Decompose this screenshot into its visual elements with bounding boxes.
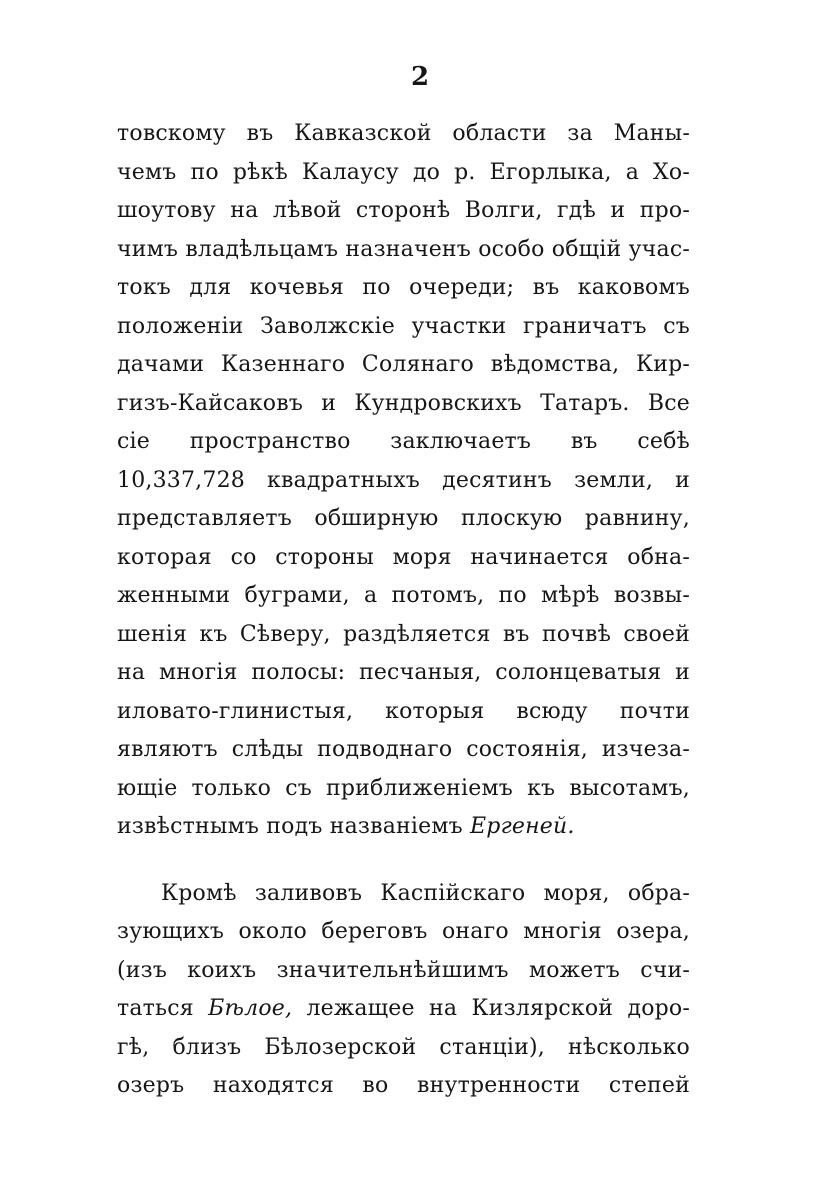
text-line: (изъ коихъ значительнѣйшимъ можетъ счи- xyxy=(117,957,690,983)
text-line: шоутову на лѣвой сторонѣ Волги, гдѣ и про- xyxy=(117,198,690,223)
text-span: таться xyxy=(117,996,209,1021)
text-line: сіе пространство заключаетъ въ себѣ xyxy=(117,429,690,454)
italic-place-name: Ергеней. xyxy=(470,814,575,839)
italic-lake-name: Бѣлое, xyxy=(208,996,293,1021)
text-line: 10,337,728 квадратныхъ десятинъ земли, и xyxy=(117,467,690,493)
text-line: представляетъ обширную плоскую равнину, xyxy=(117,506,690,531)
text-line: иловато-глинистыя, которыя всюду почти xyxy=(117,698,690,724)
text-line: гизъ-Кайсаковъ и Кундровскихъ Татаръ. Все xyxy=(117,390,690,416)
page-number: 2 xyxy=(410,62,430,92)
text-line xyxy=(117,808,690,847)
text-line: положеніи Заволжскіе участки граничатъ съ xyxy=(117,313,690,339)
text-line: являютъ слѣды подводнаго состоянія, изчеза- xyxy=(117,737,690,762)
text-line: гѣ, близъ Бѣлозерской станціи), нѣсколько xyxy=(117,1034,690,1060)
text-line: токъ для кочевья по очереди; въ каковомъ xyxy=(117,275,690,300)
text-line: на многія полосы: песчаныя, солонцеватыя и xyxy=(117,660,690,685)
text-line: чимъ владѣльцамъ назначенъ особо общій учас- xyxy=(117,236,690,262)
text-span: извѣстнымъ подъ названіемъ xyxy=(117,814,471,839)
text-span: лежащее на Кизлярской доро- xyxy=(292,996,691,1021)
text-line: чемъ по рѣкѣ Калаусу до р. Егорлыка, а Хо- xyxy=(117,159,690,185)
body-text xyxy=(117,115,690,1106)
text-line: шенія къ Сѣверу, раздѣляется въ почвѣ своей xyxy=(117,621,690,647)
text-line: Кромѣ заливовъ Каспійскаго моря, обра- xyxy=(161,880,690,906)
paragraph-gap xyxy=(117,847,690,875)
text-line: товскому въ Кавказской области за Маны- xyxy=(117,121,690,146)
text-line: которая со стороны моря начинается обна- xyxy=(117,544,690,570)
text-line: ющіе только съ приближеніемъ къ высотамъ, xyxy=(117,775,690,801)
text-line: дачами Казеннаго Солянаго вѣдомства, Кир- xyxy=(117,352,690,377)
text-line: зующихъ около береговъ онаго многія озера, xyxy=(117,919,690,944)
text-line: озеръ находятся во внутренности степей xyxy=(117,1073,690,1098)
text-line: женными буграми, а потомъ, по мѣрѣ возвы- xyxy=(117,583,690,608)
text-line xyxy=(117,990,690,1029)
